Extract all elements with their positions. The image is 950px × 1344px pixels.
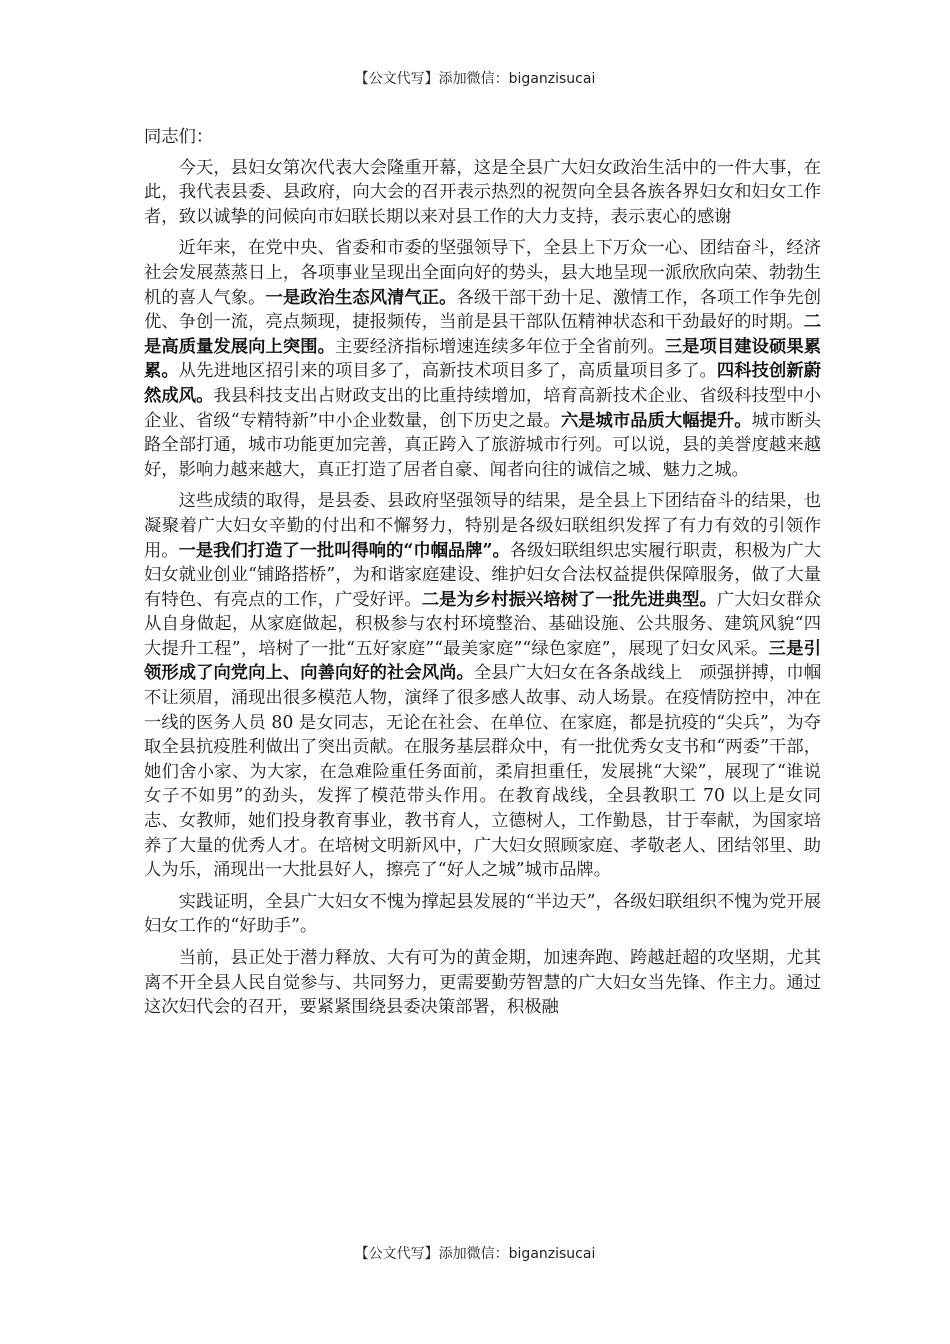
text-run: 今天，县妇女第次代表大会隆重开幕，这是全县广大妇女政治生活中的一件大事，在此，我代表县委、县政府，向大会的召开表示热烈的祝贺向全县各族各界妇女和妇女工作者，致以诚挚的问候向市妇联长期以来对县工作的大力支持，表示衷心的感谢	[144, 157, 821, 227]
text-run: 这些成绩的取得，是县委、县政府坚强领导的结果，是全县上下团结奋斗的结果，也凝聚着广大妇女辛勤的付出和不懈努力，特别是各级妇联组织发挥了有力有效的引领作用。	[144, 491, 821, 561]
paragraph	[144, 236, 821, 482]
text-run: 各级干部干劲十足、激情工作，各项工作争先创优、争创一流，亮点频现，捷报频传，当前是县干部队伍精神状态和干劲最好的时期。	[144, 287, 821, 333]
text-run: 近年来，在党中央、省委和市委的坚强领导下，全县上下万众一心、团结奋斗，经济社会发展蒸蒸日上，各项事业呈现出全面向好的势头，县大地呈现一派欣欣向荣、勃勃生机的喜人气象。	[144, 238, 821, 308]
text-run: 从先进地区招引来的项目多了，高新技术项目多了，高质量项目多了。	[178, 361, 717, 382]
bold-heading-run: 一是政治生态风清气正。	[265, 287, 457, 308]
paragraph	[144, 946, 821, 1020]
bold-heading-run: 二是为乡村振兴培树了一批先进典型。	[421, 589, 717, 610]
text-run: 我县科技支出占财政支出的比重持续增加，培育高新技术企业、省级科技型中小企业、省级“专精特新”中小企业数量，创下历史之最。	[144, 385, 821, 431]
paragraph	[144, 489, 821, 883]
bold-heading-run: 二是高质量发展向上突围。	[144, 312, 821, 357]
text-run: 全县广大妇女在各条战线上 顽强拼搏，巾帼不让须眉，涌现出很多模范人物，演绎了很多感人故事、动人场景。在疫情防控中，冲在一线的医务人员 80 是女同志，无论在社会、在单位、在家庭，都是抗疫的“尖兵”，为夺取全县抗疫胜利做出了突出贡献。在服务基层群众中，有一批优秀女支书和“两委”干部，她们舍小家、为大家，在急难险重任务面前，柔肩担重任，发展挑“大梁”，展现了“谁说女子不如男”的劲头，发挥了模范带头作用。在教育战线，全县教职工 70 以上是女同志、女教师，她们投身教育事业，教书育人，立德树人，工作勤恳，甘于奉献，为国家培养了大量的优秀人才。在培树文明新风中，广大妇女照顾家庭、孝敬老人、团结邻里、助人为乐，涌现出一大批县好人，擦亮了“好人之城”城市品牌。	[144, 663, 821, 881]
bold-heading-run: 一是我们打造了一批叫得响的“巾帼品牌”。	[178, 540, 510, 561]
text-run: 实践证明，全县广大妇女不愧为撑起县发展的“半边天”，各级妇联组织不愧为党开展妇女工作的“好助手”。	[144, 891, 821, 937]
bold-heading-run: 六是城市品质大幅提升。	[560, 410, 752, 431]
text-run: 城市断头路全部打通，城市功能更加完善，真正跨入了旅游城市行列。可以说，县的美誉度越来越好，影响力越来越大，真正打造了居者自豪、闻者向往的诚信之城、魅力之城。	[144, 410, 821, 480]
paragraph	[144, 890, 821, 939]
document-body	[144, 125, 821, 1027]
bold-heading-run: 四科技创新蔚然成风。	[144, 361, 821, 406]
bold-heading-run: 三是引领形成了向党向上、向善向好的社会风尚。	[144, 638, 821, 684]
bold-heading-run: 三是项目建设硕果累累。	[144, 336, 821, 382]
text-run: 各级妇联组织忠实履行职责，积极为广大妇女就业创业“铺路搭桥”，为和谐家庭建设、维护妇女合法权益提供保障服务，做了大量有特色、有亮点的工作，广受好评。	[144, 540, 821, 610]
text-run: 广大妇女群众从自身做起，从家庭做起，积极参与农村环境整治、基础设施、公共服务、建筑风貌“四大提升工程”，培树了一批“五好家庭”“最美家庭”“绿色家庭”，展现了妇女风采。	[144, 589, 821, 659]
paragraph	[144, 156, 821, 230]
text-run: 主要经济指标增速连续多年位于全省前列。	[334, 336, 665, 357]
page-header-watermark: 【公文代写】添加微信：biganzisucai	[354, 71, 596, 87]
page-footer-watermark: 【公文代写】添加微信：biganzisucai	[354, 1246, 596, 1262]
salutation: 同志们：	[144, 127, 214, 147]
text-run: 当前，县正处于潜力释放、大有可为的黄金期，加速奔跑、跨越赶超的攻坚期，尤其离不开全县人民自觉参与、共同努力，更需要勤劳智慧的广大妇女当先锋、作主力。通过这次妇代会的召开，要紧紧围绕县委决策部署，积极融	[144, 948, 821, 1018]
